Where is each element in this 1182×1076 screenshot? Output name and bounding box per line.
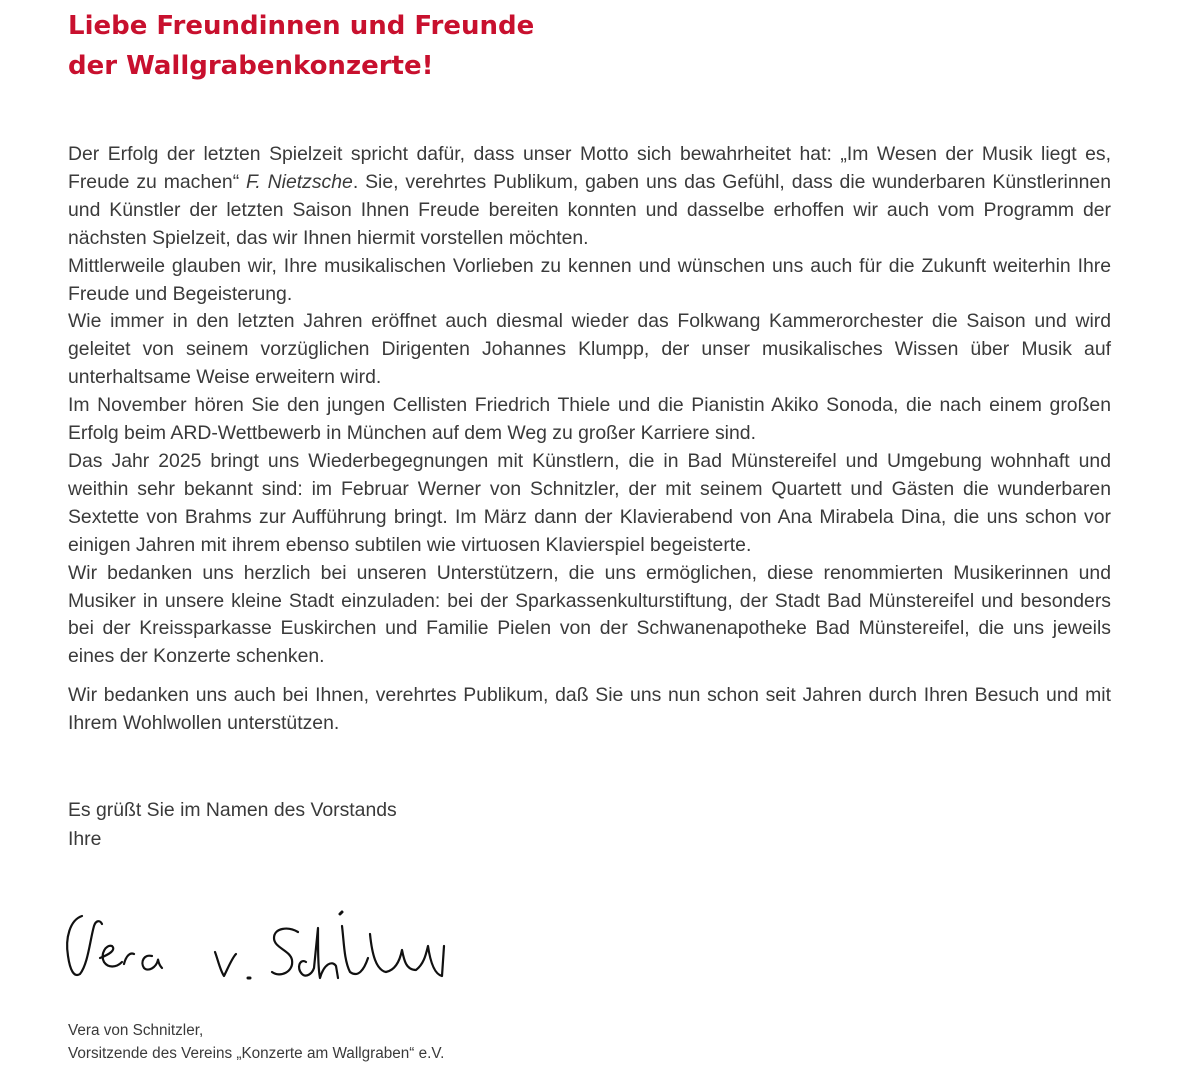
paragraph-1-text-b: . Sie, verehrtes Publikum, gaben uns das Gefühl, dass die wunderbaren Künstlerinnen und Künstler der letzten Saison Ihnen Freude bereiten konnten und dasselbe erhoffen wir auch vom Programm der nächsten Spielzeit, das wir Ihnen hiermit vorstellen möchten. (68, 170, 1111, 249)
letter-heading (68, 0, 1111, 86)
paragraph-sponsors: Wir bedanken uns herzlich bei unseren Unterstützern, die uns ermöglichen, diese renommierten Musikerinnen und Musiker in unsere kleine Stadt einzuladen: bei der Sparkassenkulturstiftung, der Stadt Bad Münstereifel und besonders bei der Kreissparkasse Euskirchen und Familie Pielen von der Schwanenapotheke Bad Münstereifel, die uns jeweils eines der Konzerte schenken. (68, 561, 1111, 668)
signature-stroke-r (124, 953, 134, 964)
signer-role: Vorsitzende des Vereins „Konzerte am Wallgraben“ e.V. (68, 1045, 445, 1062)
closing-greeting: Es grüßt Sie im Namen des Vorstands (68, 799, 397, 821)
signature-stroke-v (67, 916, 102, 975)
letter-body (68, 141, 1111, 738)
paragraph-1-text-a: Der Erfolg der letzten Spielzeit spricht dafür, dass unser Motto sich bewahrheitet hat: „Im Wesen der Musik liegt es, Freude zu machen“ (68, 143, 1111, 193)
paragraph-november: Im November hören Sie den jungen Cellisten Friedrich Thiele und die Pianistin Akiko Sonoda, die nach einem großen Erfolg beim ARD-Wettbewerb in München auf dem Weg zu großer Karriere sind. (68, 394, 1111, 445)
paragraph-preferences: Mittlerweile glauben wir, Ihre musikalischen Vorlieben zu kennen und wünschen uns auch für die Zukunft weiterhin Ihre Freude und Begeisterung. (68, 254, 1111, 305)
signature-stroke-s (272, 929, 298, 975)
signature-stroke-itz (342, 926, 368, 974)
letter-page (68, 0, 1111, 1062)
signer-name: Vera von Schnitzler, (68, 1022, 204, 1039)
heading-line-2: der Wallgrabenkonzerte! (68, 51, 434, 81)
paragraph-thanks-audience: Wir bedanken uns auch bei Ihnen, verehrtes Publikum, daß Sie uns nun schon seit Jahren durch Ihren Besuch und mit Ihrem Wohlwollen unterstützen. (68, 684, 1111, 735)
signature-stroke-v-small (215, 952, 236, 976)
closing-block (68, 796, 397, 853)
paragraph-season-success (68, 141, 1111, 253)
paragraph-folkwang: Wie immer in den letzten Jahren eröffnet auch diesmal wieder das Folkwang Kammerorchester die Saison und wird geleitet von seinem vorzüglichen Dirigenten Johannes Klumpp, der unser musikalisches Wissen über Musik auf unterhaltsame Weise erweitern wird. (68, 310, 1111, 389)
heading-line-1: Liebe Freundinnen und Freunde (68, 11, 535, 41)
paragraph-2025: Das Jahr 2025 bringt uns Wiederbegegnungen mit Künstlern, die in Bad Münstereifel und Umgebung wohnhaft und weithin sehr bekannt sind: im Februar Werner von Schnitzler, der mit seinem Quartett und Gästen die wunderbaren Sextette von Brahms zur Aufführung bringt. Im März dann der Klavierabend von Ana Mirabela Dina, die uns schon vor einigen Jahren mit ihrem ebenso subtilen wie virtuosen Klavierspiel begeisterte. (68, 449, 1111, 556)
signature-stroke-ch (299, 928, 338, 978)
quote-author: F. Nietzsche (246, 170, 353, 193)
closing-ihre: Ihre (68, 827, 102, 850)
signature-stroke-a (142, 956, 162, 970)
signature-stroke-ler (370, 934, 444, 976)
signature-stroke-e (100, 946, 122, 967)
signature-dot-i (340, 912, 342, 914)
handwritten-signature (60, 898, 460, 994)
signer-block (68, 1019, 444, 1065)
